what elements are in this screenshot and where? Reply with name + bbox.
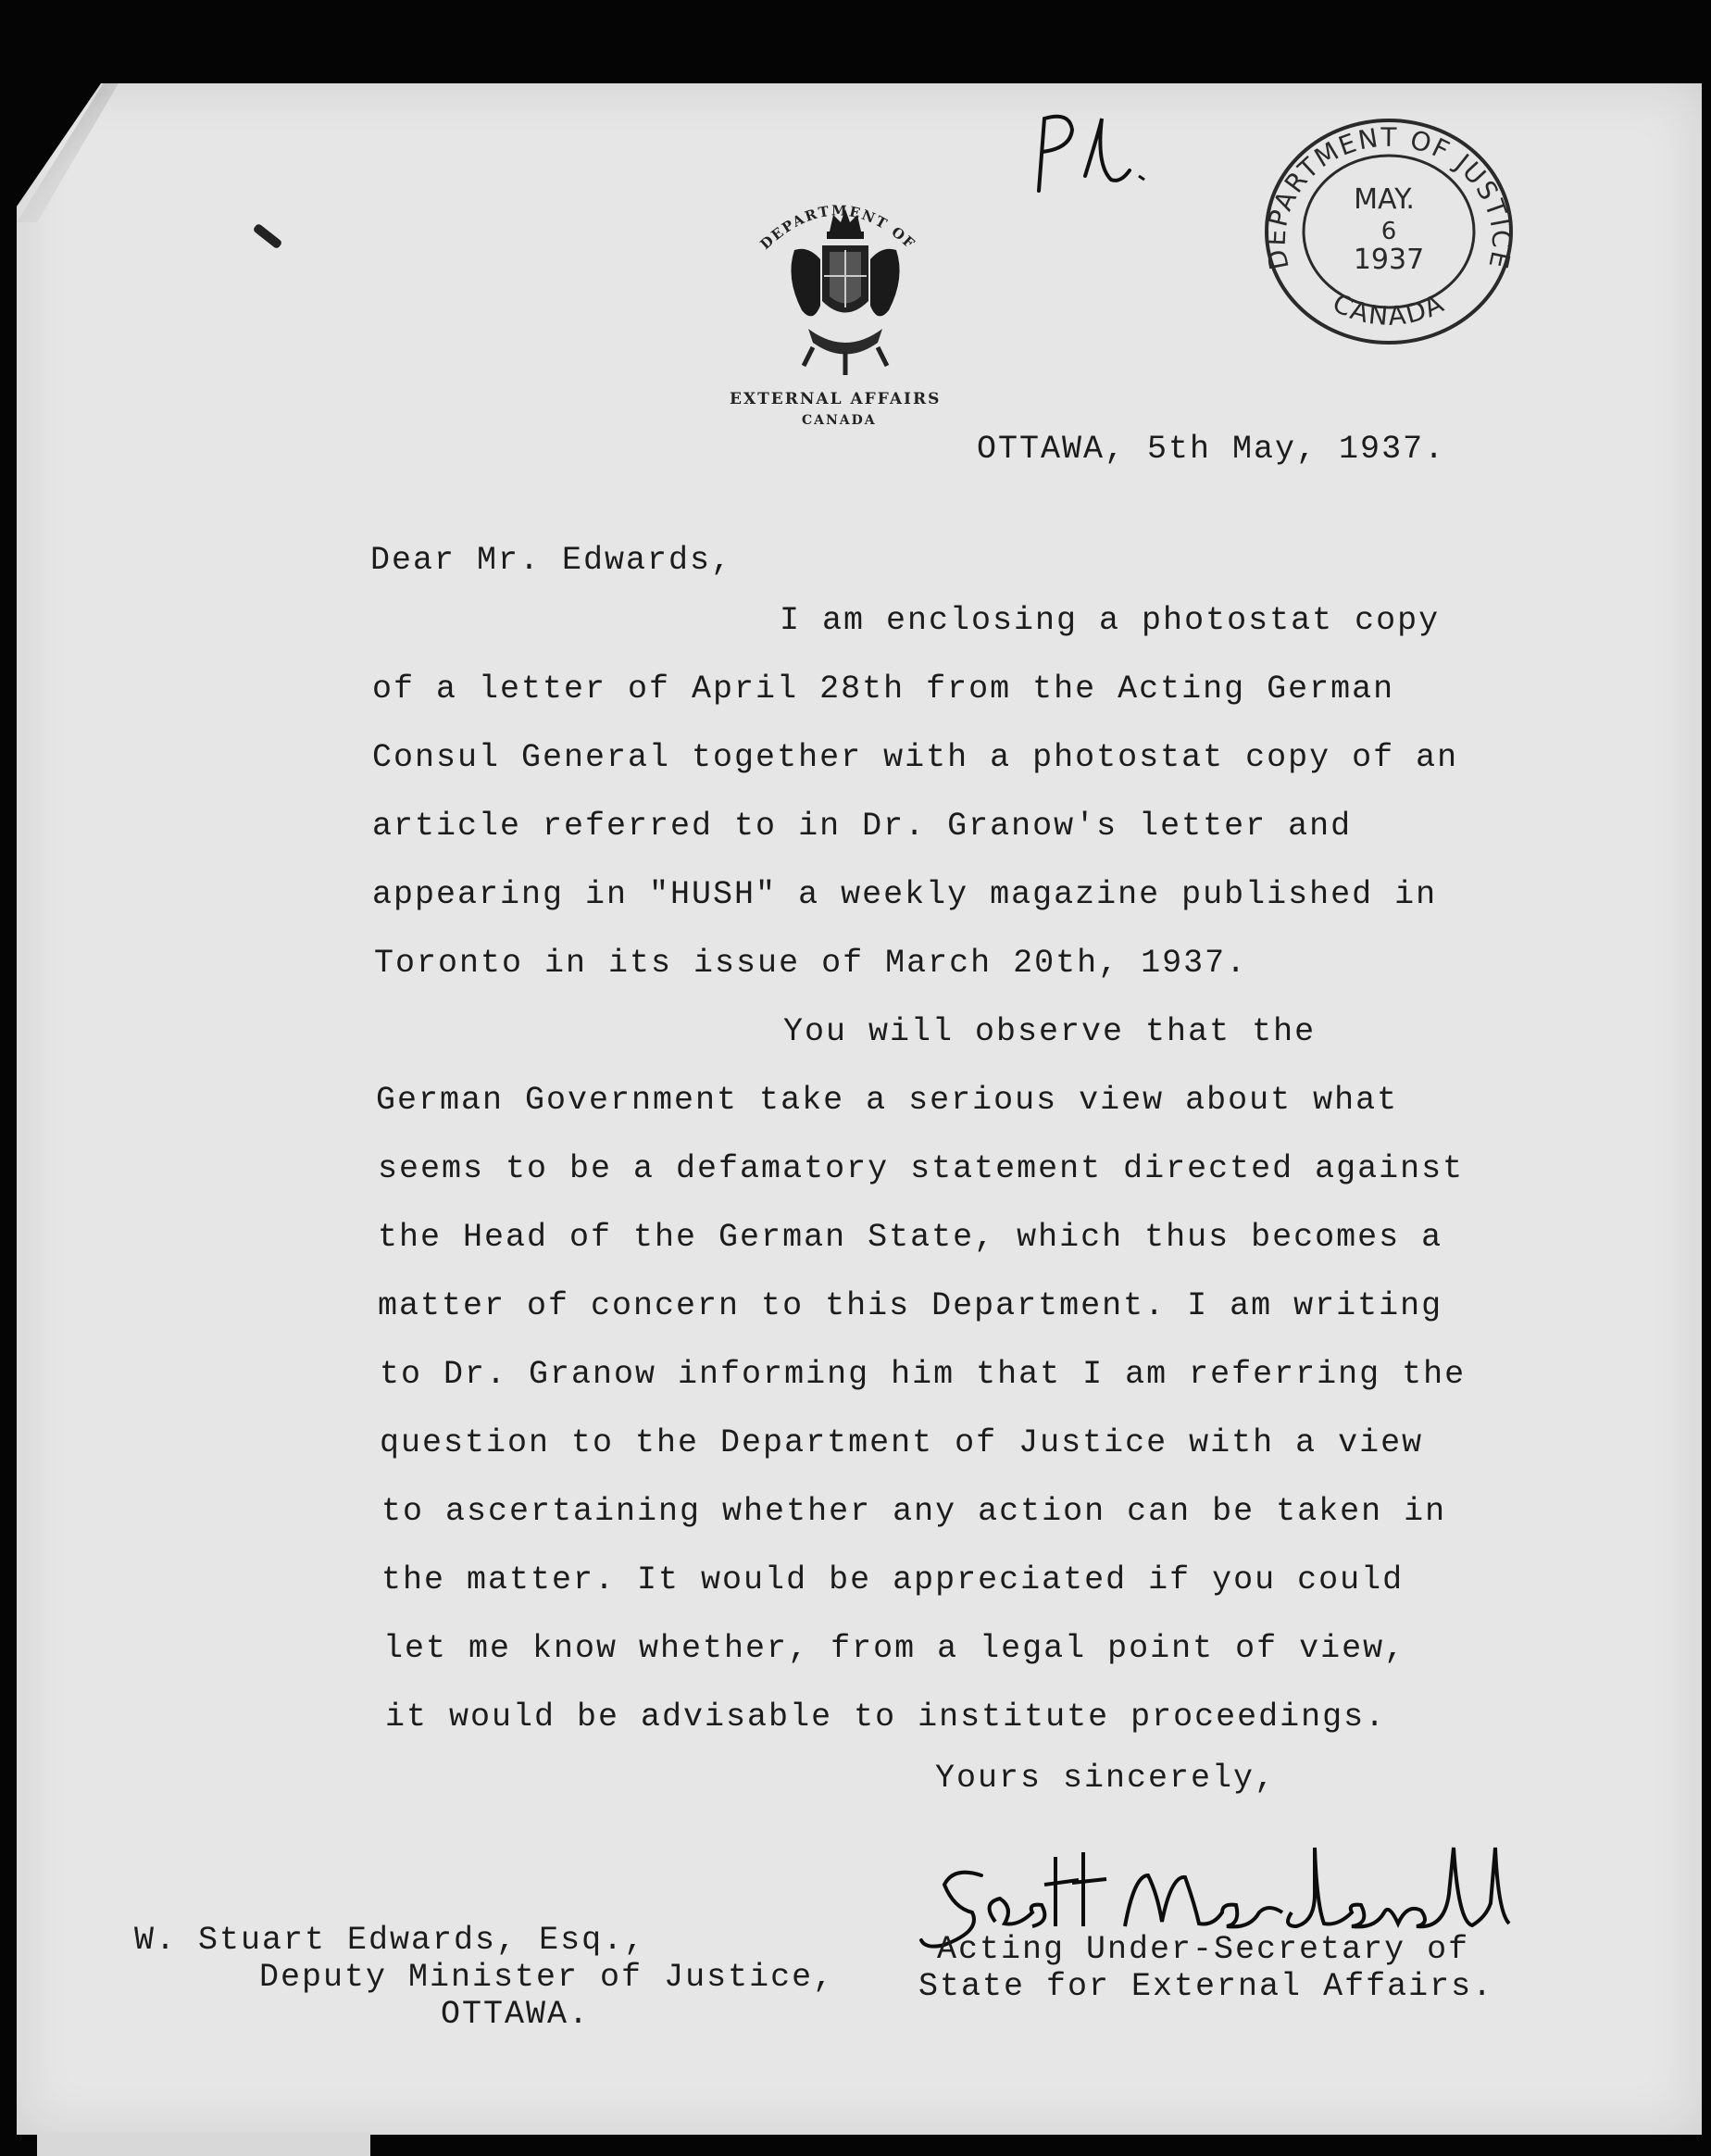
stamp-day: 6 (1380, 218, 1397, 245)
recipient-title: Deputy Minister of Justice, (259, 1959, 835, 1996)
stamp-country: CANADA (1328, 287, 1450, 332)
body-line: of a letter of April 28th from the Acting German (372, 671, 1395, 708)
body-line: German Government take a serious view about what (376, 1082, 1399, 1119)
date-line: OTTAWA, 5th May, 1937. (977, 431, 1446, 468)
body-line: to Dr. Granow informing him that I am referring the (380, 1356, 1467, 1393)
canada-label: CANADA (802, 413, 877, 428)
svg-text:CANADA (1328, 287, 1450, 332)
external-affairs-label: EXTERNAL AFFAIRS (730, 390, 942, 408)
salutation: Dear Mr. Edwards, (370, 542, 733, 579)
stamp-ring-text: DEPARTMENT OF JUSTICE (1260, 121, 1517, 273)
body-line: matter of concern to this Department. I am writing (378, 1287, 1443, 1324)
stamp-month: MAY. (1354, 183, 1415, 216)
body-line: the Head of the German State, which thus becomes a (378, 1219, 1443, 1256)
body-line: seems to be a defamatory statement directed against (378, 1150, 1465, 1187)
coat-of-arms-icon (776, 194, 915, 380)
signer-title-line: State for External Affairs. (918, 1968, 1494, 2005)
body-line: Consul General together with a photostat copy of an (372, 739, 1459, 776)
recipient-name: W. Stuart Edwards, Esq., (134, 1922, 646, 1959)
stamp-year: 1937 (1353, 244, 1425, 276)
body-line: appearing in "HUSH" a weekly magazine published in (372, 876, 1438, 913)
handwritten-initials (1028, 109, 1148, 197)
body-line: let me know whether, from a legal point of view, (383, 1630, 1406, 1667)
body-line: to ascertaining whether any action can be taken in (381, 1493, 1447, 1530)
body-line: it would be advisable to institute proceedings. (385, 1698, 1387, 1736)
body-line: I am enclosing a photostat copy (780, 602, 1441, 639)
body-line: the matter. It would be appreciated if you could (381, 1561, 1405, 1598)
body-line: You will observe that the (783, 1013, 1317, 1050)
body-line: article referred to in Dr. Granow's letter and (372, 808, 1353, 845)
closing: Yours sincerely, (935, 1760, 1277, 1797)
next-page-edge (37, 2132, 370, 2156)
department-of-justice-stamp (1255, 107, 1523, 357)
signer-title-line: Acting Under-Secretary of (937, 1931, 1470, 1968)
department-of-text: DEPARTMENT OF (756, 202, 919, 253)
recipient-city: OTTAWA. (441, 1996, 591, 2033)
body-line: Toronto in its issue of March 20th, 1937. (374, 945, 1248, 982)
body-line: question to the Department of Justice with a view (380, 1424, 1424, 1461)
